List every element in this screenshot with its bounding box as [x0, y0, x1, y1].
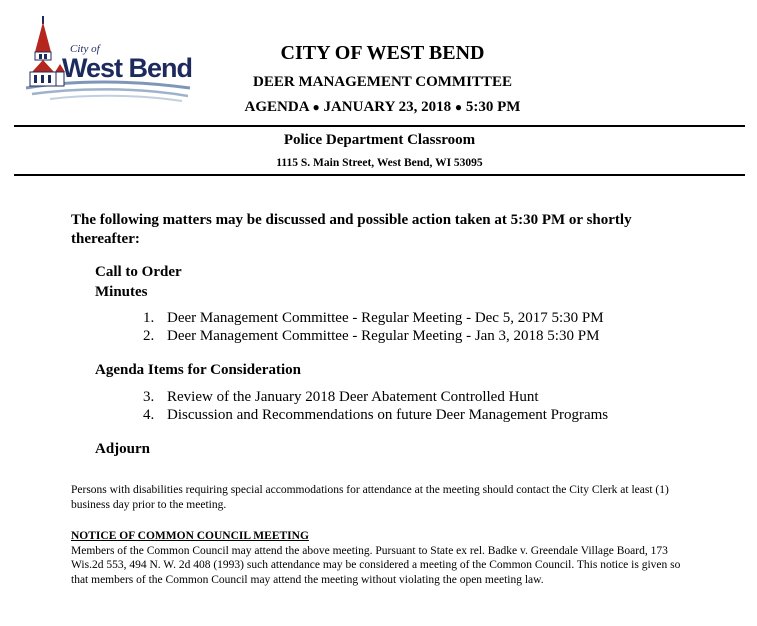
item-number: 4. [143, 407, 155, 423]
item-text: Discussion and Recommendations on future Deer Management Programs [167, 407, 609, 423]
section-minutes: Minutes [95, 284, 148, 300]
intro-statement: The following matters may be discussed and possible action taken at 5:30 PM or shortly thereafter: [71, 212, 632, 247]
meeting-time: 5:30 PM [465, 99, 521, 115]
location-address: 1115 S. Main Street, West Bend, WI 53095 [276, 157, 483, 169]
committee-title: DEER MANAGEMENT COMMITTEE [253, 74, 512, 90]
list-item [143, 310, 604, 327]
agenda-line [200, 99, 565, 116]
divider-bottom [14, 174, 745, 176]
section-adjourn: Adjourn [95, 441, 151, 457]
item-number: 1. [143, 310, 155, 326]
bullet-icon: ● [454, 100, 463, 114]
list-item [143, 407, 608, 424]
meeting-date: JANUARY 23, 2018 [323, 99, 452, 115]
item-number: 2. [143, 328, 155, 344]
item-text: Deer Management Committee - Regular Meeting - Jan 3, 2018 5:30 PM [167, 328, 600, 344]
item-text: Deer Management Committee - Regular Meeting - Dec 5, 2017 5:30 PM [167, 310, 604, 326]
item-text: Review of the January 2018 Deer Abatement Controlled Hunt [167, 389, 539, 405]
list-item [143, 328, 599, 345]
council-notice-heading: NOTICE OF COMMON COUNCIL MEETING [71, 530, 309, 542]
item-number: 3. [143, 389, 155, 405]
divider-top [14, 125, 745, 127]
council-notice [71, 529, 696, 587]
logo-text-large: West Bend [62, 53, 193, 83]
location-name: Police Department Classroom [283, 132, 476, 148]
list-item [143, 389, 539, 406]
section-call-to-order: Call to Order [95, 264, 182, 280]
city-of-west-bend-logo [22, 14, 194, 102]
bullet-icon: ● [312, 100, 320, 114]
council-notice-body: Members of the Common Council may attend the above meeting. Pursuant to State ex rel. Badke v. Greendale Village Board, 173 Wis.2d 553, 494 N. W. 2d 408 (1993) such attendance may be considered a meeting of the Common Council. This notice is given so that members of the Common Council may attend the meeting without violating the open meeting law. [71, 544, 681, 586]
city-title: CITY OF WEST BEND [280, 42, 485, 64]
disability-notice: Persons with disabilities requiring special accommodations for attendance at the meeting should contact the City Clerk at least (1) business day prior to the meeting. [71, 484, 669, 511]
section-agenda-items: Agenda Items for Consideration [95, 362, 301, 378]
logo-text-small: City of [70, 43, 100, 55]
agenda-label: AGENDA [244, 99, 309, 115]
